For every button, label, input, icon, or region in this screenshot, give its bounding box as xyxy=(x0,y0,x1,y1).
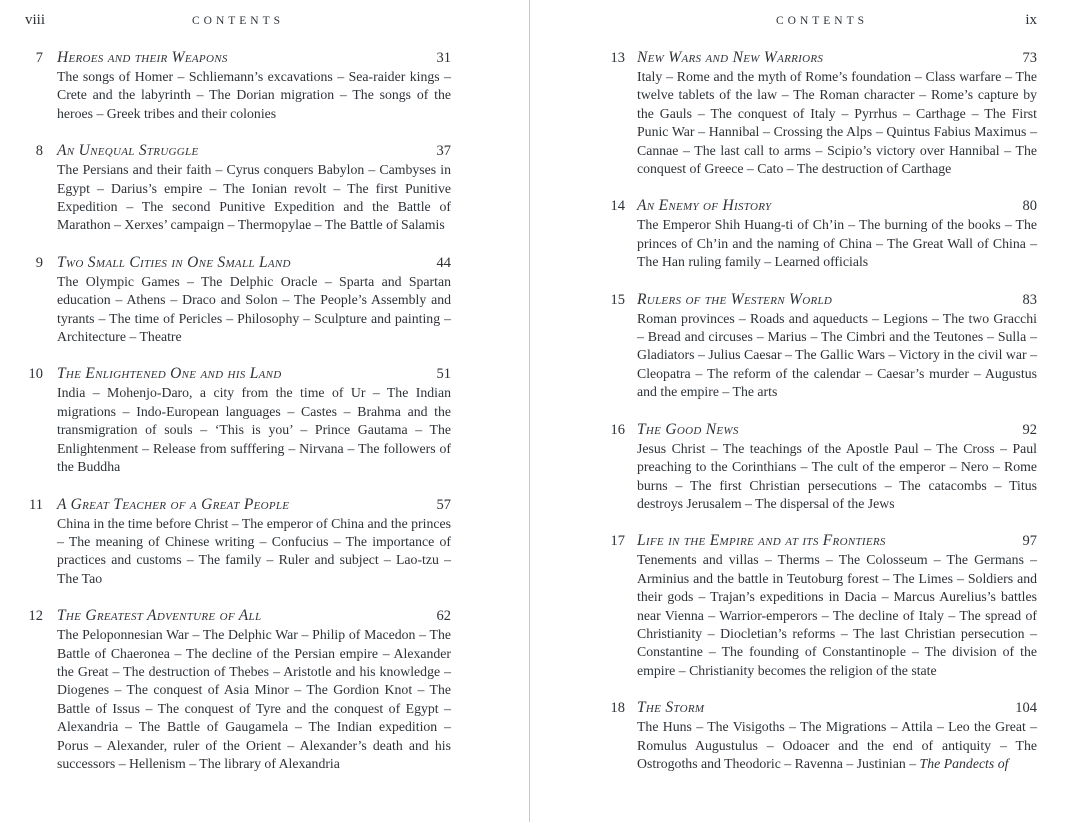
chapter-number: 18 xyxy=(610,700,625,717)
chapter-summary xyxy=(637,440,1037,514)
folio-right: ix xyxy=(1025,12,1037,28)
chapter-number: 8 xyxy=(35,143,43,160)
chapter-summary-text: The Persians and their faith – Cyrus conquers Babylon – Cambyses in Egypt – Darius’s empire – The Ionian revolt – The first Punitive Expedition – The second Punitive Expedition and the Battle of Marathon – Xerxes’ campaign – Thermopylae – The Battle of Salamis xyxy=(57,162,451,233)
running-head-left: CONTENTS xyxy=(191,15,285,27)
chapter-number: 9 xyxy=(35,254,43,271)
chapter-number: 12 xyxy=(28,608,43,625)
chapter-title: An Unequal Struggle xyxy=(57,142,199,160)
folio-left: viii xyxy=(25,12,46,28)
chapter-title: New Wars and New Warriors xyxy=(637,49,824,66)
chapter-number: 16 xyxy=(610,421,625,438)
chapter-page-number: 31 xyxy=(436,50,451,66)
toc-entry-heading xyxy=(607,532,1037,550)
chapter-summary-text: Italy – Rome and the myth of Rome’s foundation – Class warfare – The twelve tablets of the law – The Roman character – Rome’s capture by the Gauls – The conquest of Italy – Pyrrhus – Carthage – The First Punic War – Hannibal – Crossing the Alps – Quintus Fabius Maximus – Cannae – The last call to arms – Scipio’s victory over Hannibal – The conquest of Greece – Cato – The destruction of Carthage xyxy=(637,69,1037,177)
chapter-number: 7 xyxy=(35,50,43,66)
chapter-summary-text: Tenements and villas – Therms – The Colosseum – The Germans – Arminius and the battle in Teutoburg forest – The Limes – Soldiers and their gods – Trajan’s expeditions in Dacia – Marcus Aurelius’s battles near Vienna – Warrior-emperors – The decline of Italy – The spread of Christianity – Diocletian’s reforms – The last Christian persecution – Constantine – The founding of Constantinople – The division of the empire – Christianity becomes the religion of the state xyxy=(637,552,1037,678)
running-head-right: CONTENTS xyxy=(775,15,869,27)
toc-entry-heading xyxy=(25,254,451,272)
toc-entry xyxy=(25,496,451,589)
chapter-summary-text: The Peloponnesian War – The Delphic War – Philip of Macedon – The Battle of Chaeronea – The decline of the Persian empire – Alexander the Great – The destruction of Thebes – Aristotle and his knowledge – Diogenes – The conquest of Asia Minor – The Gordion Knot – The Battle of Issus – The conquest of Tyre and the conquest of Egypt – Alexandria – The Battle of Gaugamela – The Indian expedition – Porus – Alexander, ruler of the Orient – Alexander’s death and his successors – Hellenism – The library of Alexandria xyxy=(57,627,451,771)
toc-entry xyxy=(607,291,1037,402)
chapter-page-number: 92 xyxy=(1022,421,1037,438)
chapter-page-number: 80 xyxy=(1022,198,1037,215)
chapter-page-number: 37 xyxy=(436,143,451,160)
chapter-summary xyxy=(57,626,451,773)
toc-entry xyxy=(25,142,451,235)
chapter-page-number: 83 xyxy=(1022,291,1037,308)
chapter-page-number: 57 xyxy=(436,496,451,513)
chapter-summary xyxy=(637,551,1037,680)
toc-entry xyxy=(25,49,451,123)
chapter-summary xyxy=(637,68,1037,178)
toc-entry xyxy=(607,532,1037,680)
page-header-left xyxy=(25,12,451,32)
chapter-number: 13 xyxy=(610,50,625,66)
chapter-summary-text: The Emperor Shih Huang-ti of Ch’in – The burning of the books – The princes of Ch’in and the naming of China – The Great Wall of China – The Han ruling family – Learned officials xyxy=(637,217,1037,270)
chapter-summary-text: Jesus Christ – The teachings of the Apostle Paul – The Cross – Paul preaching to the Corinthians – The cult of the emperor – Nero – Rome burns – The first Christian persecutions – The catacombs – Titus destroys Jerusalem – The dispersal of the Jews xyxy=(637,440,1037,511)
chapter-page-number: 104 xyxy=(1015,700,1037,717)
chapter-summary xyxy=(57,515,451,589)
toc-entry-heading xyxy=(25,49,451,67)
chapter-summary xyxy=(637,216,1037,271)
chapter-summary-text: The Huns – The Visigoths – The Migrations – Attila – Leo the Great – Romulus Augustulus – Odoacer and the end of antiquity – The Ostrogoths and Theodoric – Ravenna – Justinian – xyxy=(637,719,1037,771)
chapter-summary-text: India – Mohenjo-Daro, a city from the time of Ur – The Indian migrations – Indo-European languages – Castes – Brahma and the transmigration of souls – ‘This is you’ – Prince Gautama – The Enlightenment – Release from sufffering – Nirvana – The followers of the Buddha xyxy=(57,385,451,475)
chapter-title: The Good News xyxy=(637,420,739,438)
toc-entry xyxy=(607,49,1037,178)
page-right xyxy=(530,0,1071,822)
chapter-summary xyxy=(57,273,451,347)
toc-entry xyxy=(25,254,451,347)
toc-entry-heading xyxy=(607,49,1037,67)
toc-entry-heading xyxy=(607,699,1037,717)
chapter-summary xyxy=(57,384,451,476)
chapter-summary-text: The Olympic Games – The Delphic Oracle – Sparta and Spartan education – Athens – Draco and Solon – The People’s Assembly and tyrants – The time of Pericles – Philosophy – Sculpture and painting – Architecture – Theatre xyxy=(57,273,451,345)
toc-entry-heading xyxy=(607,421,1037,439)
toc-entry-heading xyxy=(607,291,1037,309)
chapter-title: An Enemy of History xyxy=(637,197,772,215)
chapter-number: 11 xyxy=(29,496,43,513)
toc-entry xyxy=(607,421,1037,514)
chapter-title: The Storm xyxy=(637,699,705,717)
toc-entry-heading xyxy=(25,496,451,514)
chapter-summary-text: Roman provinces – Roads and aqueducts – Legions – The two Gracchi – Bread and circuses – Marius – The Cimbri and the Teutones – Sulla – Gladiators – Julius Caesar – The Gallic Wars – Victory in the civil war – Cleopatra – The reform of the calendar – Caesar’s murder – Augustus and the empire – The arts xyxy=(637,310,1037,400)
chapter-summary xyxy=(637,718,1037,773)
page-left xyxy=(0,0,529,822)
chapter-title: Heroes and their Weapons xyxy=(57,49,228,66)
chapter-summary-text: The songs of Homer – Schliemann’s excavations – Sea-raider kings – Crete and the labyrinth – The Dorian migration – The songs of the heroes – Greek tribes and their colonies xyxy=(57,69,451,121)
chapter-number: 14 xyxy=(610,198,625,215)
chapter-summary xyxy=(637,310,1037,402)
chapter-summary xyxy=(57,68,451,123)
chapter-title: Life in the Empire and at its Frontiers xyxy=(637,532,886,550)
chapter-number: 10 xyxy=(28,366,43,383)
chapter-page-number: 62 xyxy=(436,608,451,625)
toc-entry xyxy=(607,197,1037,271)
chapter-list-right xyxy=(607,49,1037,773)
chapter-number: 17 xyxy=(610,533,625,550)
chapter-page-number: 97 xyxy=(1022,533,1037,550)
chapter-summary-text: China in the time before Christ – The emperor of China and the princes – The meaning of Chinese writing – Confucius – The importance of practices and customs – The family – Ruler and subject – Lao-tzu – The Tao xyxy=(57,515,451,586)
chapter-number: 15 xyxy=(610,291,625,308)
toc-entry-heading xyxy=(607,197,1037,215)
chapter-title: A Great Teacher of a Great People xyxy=(57,495,290,513)
toc-entry-heading xyxy=(25,142,451,160)
toc-entry-heading xyxy=(25,607,451,625)
chapter-title: Two Small Cities in One Small Land xyxy=(57,253,291,271)
chapter-page-number: 44 xyxy=(436,254,451,271)
chapter-title: The Enlightened One and his Land xyxy=(57,365,282,383)
toc-entry xyxy=(25,607,451,773)
chapter-page-number: 73 xyxy=(1022,50,1037,66)
toc-entry-heading xyxy=(25,365,451,383)
chapter-summary xyxy=(57,161,451,235)
chapter-title: Rulers of the Western World xyxy=(637,290,833,308)
page-header-right xyxy=(607,12,1037,32)
toc-entry xyxy=(607,699,1037,773)
toc-entry xyxy=(25,365,451,476)
chapter-title: The Greatest Adventure of All xyxy=(57,607,262,625)
chapter-summary-italic: The Pandects of xyxy=(919,755,1009,771)
chapter-page-number: 51 xyxy=(436,366,451,383)
chapter-list-left xyxy=(25,49,451,773)
